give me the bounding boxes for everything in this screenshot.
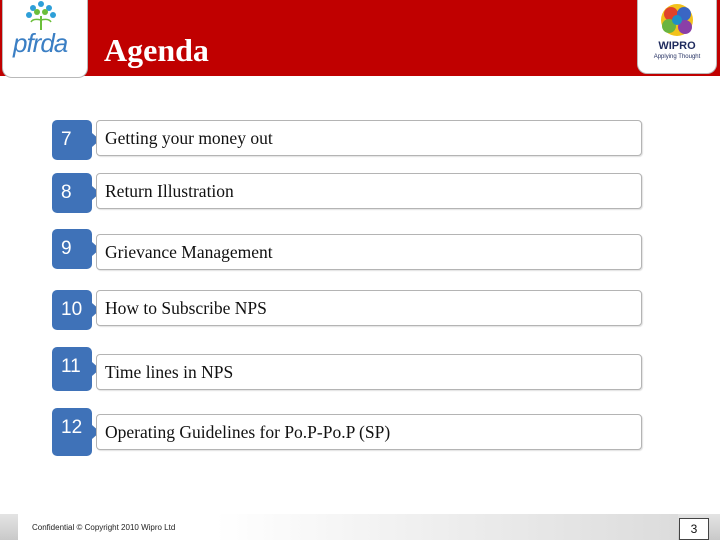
agenda-number-badge: 8 xyxy=(52,173,92,213)
agenda-item-box xyxy=(96,290,642,326)
agenda-item-label: Grievance Management xyxy=(105,242,273,262)
wipro-logo xyxy=(637,0,717,74)
agenda-number-badge: 12 xyxy=(52,408,92,456)
agenda-number-badge: 7 xyxy=(52,120,92,160)
agenda-item-label: Getting your money out xyxy=(105,128,273,148)
pfrda-logo xyxy=(2,0,88,78)
page-number: 3 xyxy=(679,518,709,540)
pfrda-logo-text: pfrda xyxy=(13,28,68,58)
agenda-item-label: Return Illustration xyxy=(105,181,234,201)
wipro-tagline: Applying Thought xyxy=(653,54,701,60)
agenda-number-badge: 9 xyxy=(52,229,92,269)
copyright-notice: Confidential © Copyright 2010 Wipro Ltd xyxy=(32,523,176,532)
agenda-item-box xyxy=(96,414,642,450)
agenda-item-label: How to Subscribe NPS xyxy=(105,298,267,318)
agenda-item-box xyxy=(96,120,642,156)
agenda-item-box xyxy=(96,173,642,209)
agenda-number-badge: 10 xyxy=(52,290,92,330)
agenda-item-box xyxy=(96,234,642,270)
agenda-item-label: Time lines in NPS xyxy=(105,362,234,382)
agenda-item-box xyxy=(96,354,642,390)
agenda-number-badge: 11 xyxy=(52,347,92,391)
agenda-item-label: Operating Guidelines for Po.P-Po.P (SP) xyxy=(105,422,391,442)
wipro-flower-icon xyxy=(638,0,716,40)
wipro-logo-text: WIPRO xyxy=(658,40,696,52)
page-title: Agenda xyxy=(104,32,209,68)
